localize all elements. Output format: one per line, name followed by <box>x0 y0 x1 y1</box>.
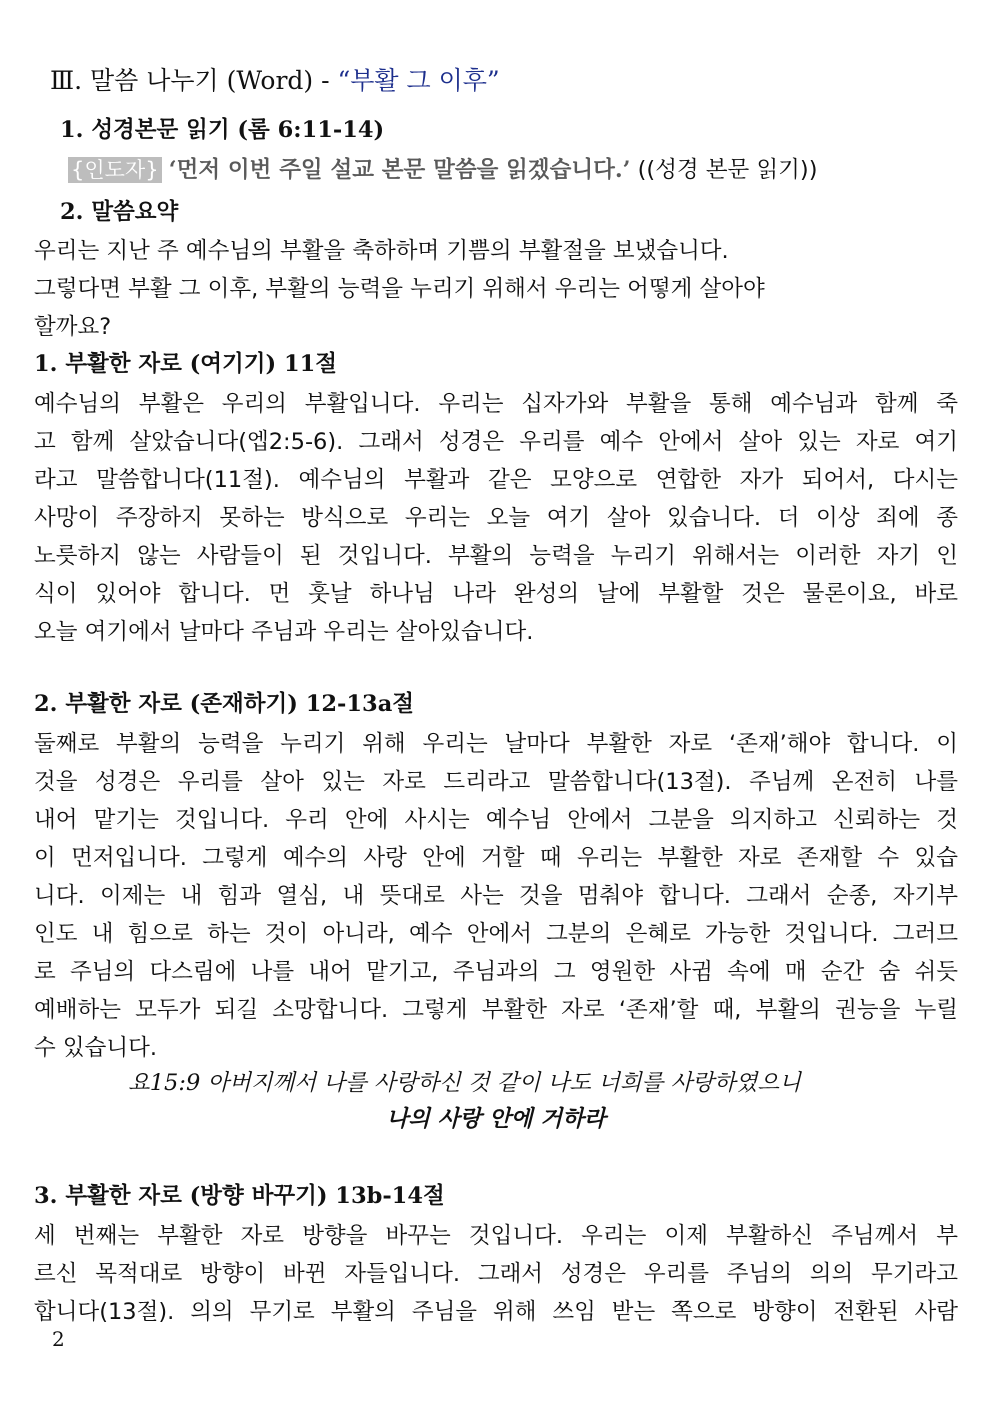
page-number: 2 <box>52 1327 65 1351</box>
point2-line: 니다. 이제는 내 힘과 열심, 내 뜻대로 사는 것을 멈춰야 합니다. 그래서 순종, 자기부 <box>34 883 958 909</box>
leader-instruction <box>68 155 817 185</box>
point1-last-line: 오늘 여기에서 날마다 주님과 우리는 살아있습니다. <box>34 619 534 645</box>
scripture-verse-line1: 요15:9 아버지께서 나를 사랑하신 것 같이 나도 너희를 사랑하였으니 <box>128 1070 801 1096</box>
point3-line: 세 번째는 부활한 자로 방향을 바꾸는 것입니다. 우리는 이제 부활하신 주님께서 부 <box>34 1223 958 1249</box>
point1-line: 라고 말씀합니다(11절). 예수님의 부활과 같은 모양으로 연합한 자가 되어서, 다시는 <box>34 467 958 493</box>
point2-line: 예배하는 모두가 되길 소망합니다. 그렇게 부활한 자로 ‘존재’할 때, 부활의 권능을 누릴 <box>34 997 958 1023</box>
summary-heading: 2. 말씀요약 <box>60 199 179 225</box>
point2-heading: 2. 부활한 자로 (존재하기) 12-13a절 <box>34 691 415 717</box>
point1-line: 사망이 주장하지 못하는 방식으로 우리는 오늘 여기 살아 있습니다. 더 이상 죄에 종 <box>34 505 958 531</box>
point2-line: 로 주님의 다스림에 나를 내어 맡기고, 주님과의 그 영원한 사귐 속에 매 순간 숨 쉬듯 <box>34 959 958 985</box>
point1-line: 노릇하지 않는 사람들이 된 것입니다. 부활의 능력을 누리기 위해서는 이러한 자기 인 <box>34 543 958 569</box>
point2-last-line: 수 있습니다. <box>34 1035 157 1061</box>
point3-line: 르신 목적대로 방향이 바뀐 자들입니다. 그래서 성경은 우리를 주님의 의의 무기라고 <box>34 1261 958 1287</box>
point1-line: 예수님의 부활은 우리의 부활입니다. 우리는 십자가와 부활을 통해 예수님과 함께 죽 <box>34 391 958 417</box>
point2-line: 내어 맡기는 것입니다. 우리 안에 사시는 예수님 안에서 그분을 의지하고 신뢰하는 것 <box>34 807 958 833</box>
point3-heading: 3. 부활한 자로 (방향 바꾸기) 13b-14절 <box>34 1183 445 1209</box>
summary-intro-line: 우리는 지난 주 예수님의 부활을 축하하며 기쁨의 부활절을 보냈습니다. <box>34 238 729 264</box>
section-title <box>50 64 500 98</box>
section-title-highlight: “부활 그 이후” <box>337 66 500 95</box>
scripture-verse-line2: 나의 사랑 안에 거하라 <box>386 1106 606 1132</box>
point1-line: 고 함께 살았습니다(엡2:5-6). 그래서 성경은 우리를 예수 안에서 살아 있는 자로 여기 <box>34 429 958 455</box>
leader-instruction-text: ‘먼저 이번 주일 설교 본문 말씀을 읽겠습니다.’ <box>168 157 631 183</box>
point2-line: 인도 내 힘으로 하는 것이 아니라, 예수 안에서 그분의 은혜로 가능한 것입니다. 그러므 <box>34 921 958 947</box>
leader-badge: {인도자} <box>68 157 162 183</box>
point2-line: 둘째로 부활의 능력을 누리기 위해 우리는 날마다 부활한 자로 ‘존재’해야 합니다. 이 <box>34 731 958 757</box>
summary-intro-line: 그렇다면 부활 그 이후, 부활의 능력을 누리기 위해서 우리는 어떻게 살아야 <box>34 276 765 302</box>
point1-heading: 1. 부활한 자로 (여기기) 11절 <box>34 351 338 377</box>
reading-heading: 1. 성경본문 읽기 (롬 6:11-14) <box>60 117 385 143</box>
point3-line: 합니다(13절). 의의 무기로 부활의 주님을 위해 쓰임 받는 쪽으로 방향이 전환된 사람 <box>34 1299 958 1325</box>
summary-intro-line: 할까요? <box>34 314 112 340</box>
point1-line: 식이 있어야 합니다. 먼 훗날 하나님 나라 완성의 날에 부활할 것은 물론이요, 바로 <box>34 581 958 607</box>
reading-note: ((성경 본문 읽기)) <box>637 157 818 183</box>
point2-line: 것을 성경은 우리를 살아 있는 자로 드리라고 말씀합니다(13절). 주님께 온전히 나를 <box>34 769 958 795</box>
point2-line: 이 먼저입니다. 그렇게 예수의 사랑 안에 거할 때 우리는 부활한 자로 존재할 수 있습 <box>34 845 958 871</box>
section-title-text: Ⅲ. 말씀 나누기 (Word) - <box>50 66 338 95</box>
